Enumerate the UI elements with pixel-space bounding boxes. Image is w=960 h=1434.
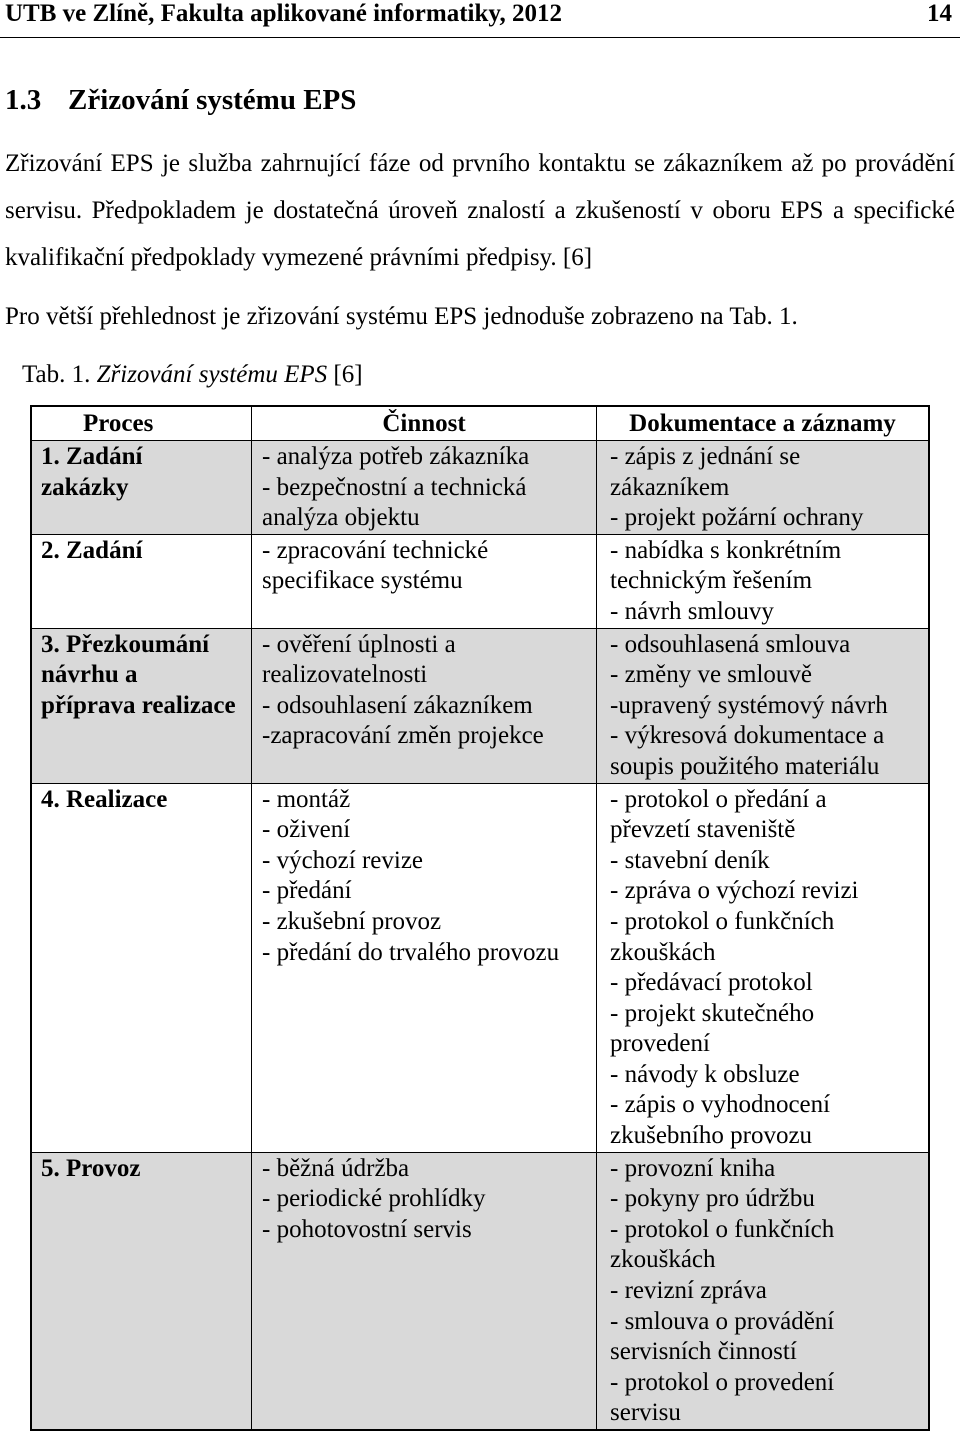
cell-line: zkouškách (610, 1246, 716, 1274)
table-row (32, 629, 928, 784)
section-heading (5, 82, 356, 118)
cell-line: 5. Provoz (41, 1154, 141, 1182)
page-number: 14 (927, 0, 952, 27)
cell-line: servisních činností (610, 1338, 797, 1366)
paragraph-intro (5, 140, 955, 281)
section-title: Zřizování systému EPS (68, 84, 357, 116)
cell-line: servisu (610, 1399, 681, 1427)
section-number: 1.3 (5, 84, 42, 116)
cell-line: - zápis z jednání se (610, 443, 801, 470)
table-row (32, 535, 928, 629)
cell-line: - protokol o funkčních (610, 907, 835, 935)
cell-line: 4. Realizace (41, 785, 168, 813)
cell-line: - analýza potřeb zákazníka (262, 443, 530, 470)
cell-line: - zkušební provoz (262, 907, 442, 935)
cell-line: soupis použitého materiálu (610, 752, 880, 780)
cell-line: technickým řešením (610, 567, 813, 595)
table-row (32, 1153, 928, 1429)
cell-line: -zapracování změn projekce (262, 722, 544, 750)
cell-line: 3. Přezkoumání (41, 630, 210, 658)
cell-line: -upravený systémový návrh (610, 691, 888, 719)
cell-line: - návrh smlouvy (610, 597, 774, 625)
cell-line: návrhu a (41, 661, 138, 689)
cell-line: - montáž (262, 785, 351, 813)
cell-line: 1. Zadání (41, 443, 143, 470)
cell-line: - zpráva o výchozí revizi (610, 877, 859, 905)
cell-line: - změny ve smlouvě (610, 661, 813, 689)
cell-line: - pokyny pro údržbu (610, 1185, 815, 1213)
cell-line: provedení (610, 1030, 710, 1058)
cell-cinnost (252, 784, 597, 1152)
cell-cinnost (252, 441, 597, 534)
caption-title: Zřizování systému EPS (96, 361, 328, 388)
cell-line: - bezpečnostní a technická (262, 473, 527, 501)
cell-line: - smlouva o provádění (610, 1307, 835, 1335)
cell-proces (32, 535, 252, 628)
cell-cinnost (252, 535, 597, 628)
cell-dokumentace (597, 535, 928, 628)
cell-proces (32, 1153, 252, 1429)
cell-line: převzetí staveniště (610, 816, 796, 844)
cell-line: analýza objektu (262, 504, 420, 532)
cell-line: zakázky (41, 473, 129, 501)
paragraph-table-reference: Pro větší přehlednost je zřizování systému EPS jednoduše zobrazeno na Tab. 1. (5, 303, 798, 330)
cell-proces (32, 784, 252, 1152)
table-row (32, 441, 928, 535)
cell-line: - projekt skutečného (610, 999, 815, 1027)
running-header (0, 0, 960, 38)
cell-line: - protokol o předání a (610, 785, 827, 813)
table-caption (22, 360, 363, 390)
cell-line: - revizní zpráva (610, 1277, 767, 1305)
cell-line: - projekt požární ochrany (610, 504, 864, 532)
cell-line: - nabídka s konkrétním (610, 536, 842, 564)
cell-cinnost (252, 1153, 597, 1429)
cell-line: - periodické prohlídky (262, 1185, 486, 1213)
cell-line: - odsouhlasená smlouva (610, 630, 851, 658)
cell-line: - oživení (262, 816, 351, 844)
process-table (30, 405, 930, 1431)
cell-line: - návody k obsluze (610, 1060, 800, 1088)
cell-line: - výkresová dokumentace a (610, 722, 885, 750)
cell-dokumentace (597, 441, 928, 534)
cell-dokumentace (597, 784, 928, 1152)
cell-line: zkušebního provozu (610, 1122, 813, 1150)
cell-line: - zápis o vyhodnocení (610, 1091, 831, 1119)
cell-line: zkouškách (610, 938, 716, 966)
cell-line: - pohotovostní servis (262, 1215, 472, 1243)
cell-line: příprava realizace (41, 691, 236, 719)
cell-line: - předávací protokol (610, 969, 813, 997)
column-header-dokumentace: Dokumentace a záznamy (629, 410, 896, 437)
caption-citation: [6] (333, 361, 363, 388)
cell-line: specifikace systému (262, 567, 463, 595)
cell-line: - protokol o funkčních (610, 1215, 835, 1243)
table-row (32, 784, 928, 1153)
cell-line: - provozní kniha (610, 1154, 776, 1182)
cell-line: - předání do trvalého provozu (262, 938, 560, 966)
paragraph-line: servisu. Předpokladem je dostatečná úroveň znalostí a zkušeností v oboru EPS a specifické (5, 197, 955, 224)
cell-line: - ověření úplnosti a (262, 630, 456, 658)
cell-line: 2. Zadání (41, 536, 143, 564)
cell-line: realizovatelnosti (262, 661, 428, 689)
header-title: UTB ve Zlíně, Fakulta aplikované informatiky, 2012 (5, 0, 563, 27)
cell-line: zákazníkem (610, 473, 730, 501)
column-header-cinnost: Činnost (252, 407, 597, 440)
cell-line: - odsouhlasení zákazníkem (262, 691, 533, 719)
cell-line: - běžná údržba (262, 1154, 410, 1182)
cell-proces (32, 441, 252, 534)
caption-label: Tab. 1. (22, 361, 91, 388)
cell-line: - zpracování technické (262, 536, 489, 564)
cell-line: - výchozí revize (262, 846, 424, 874)
column-header-proces: Proces (32, 407, 252, 440)
cell-cinnost (252, 629, 597, 783)
paragraph-line: Zřizování EPS je služba zahrnující fáze od prvního kontaktu se zákazníkem až po provádění (5, 150, 955, 177)
cell-line: - protokol o provedení (610, 1368, 835, 1396)
paragraph-line: kvalifikační předpoklady vymezené právními předpisy. [6] (5, 244, 593, 271)
cell-proces (32, 629, 252, 783)
cell-line: - stavební deník (610, 846, 770, 874)
cell-line: - předání (262, 877, 352, 905)
cell-dokumentace (597, 1153, 928, 1429)
cell-dokumentace (597, 629, 928, 783)
table-header-row (32, 407, 928, 441)
